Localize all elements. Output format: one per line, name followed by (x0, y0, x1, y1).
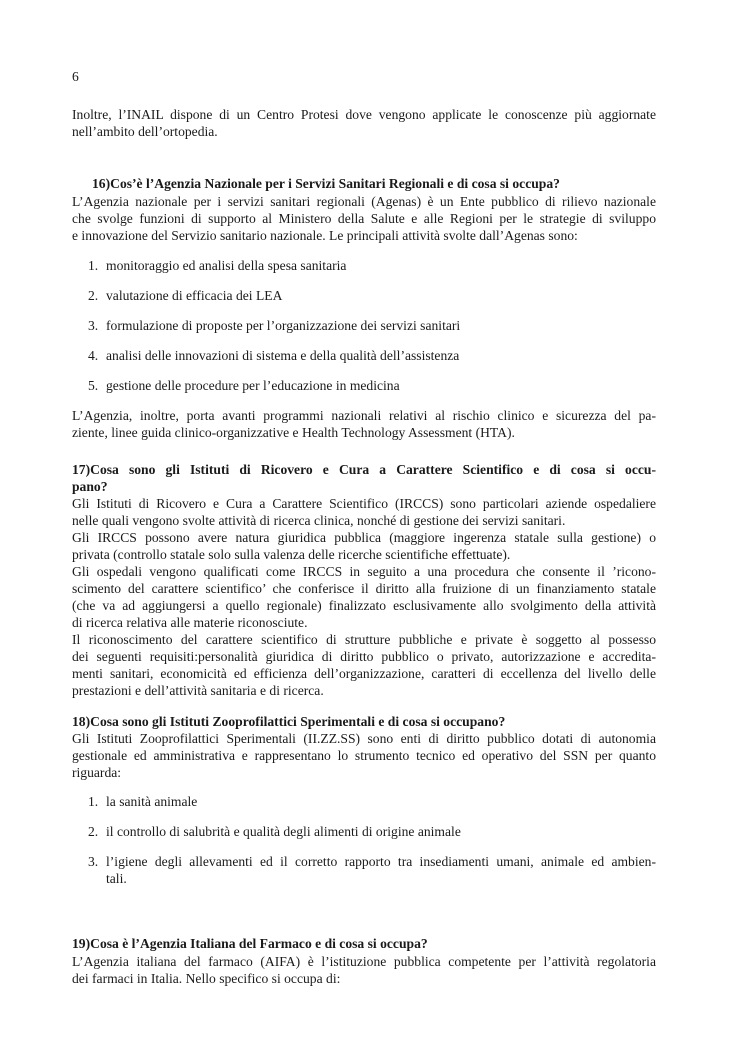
text-line: privata (controllo statale solo sulla valenza delle ricerche scientifiche effettuate). (72, 547, 511, 562)
list-item (88, 287, 656, 304)
list-item-number: 2. (88, 824, 99, 839)
text-line: scimento del carattere scientifico’ che conferisce il diritto alla fruizione di un finanziamento statale (72, 581, 656, 596)
text-line: prestazioni e dell’attività sanitaria e di ricerca. (72, 683, 324, 698)
text-line: e innovazione del Servizio sanitario nazionale. Le principali attività svolte dall’Agenas sono: (72, 228, 578, 243)
section-17-paragraph (72, 495, 656, 699)
list-item-number: 1. (88, 794, 99, 809)
text-line: L’Agenzia italiana del farmaco (AIFA) è l’istituzione pubblica competente per l’attività regolatoria (72, 954, 656, 969)
intro-paragraph (72, 106, 656, 140)
section-heading-16: 16)Cos’è l’Agenzia Nazionale per i Servizi Sanitari Regionali e di cosa si occupa? (92, 176, 560, 191)
section-heading-18: 18)Cosa sono gli Istituti Zooprofilattici Sperimentali e di cosa si occupano? (72, 714, 506, 729)
text-line: riguarda: (72, 765, 122, 780)
list-item-text-continued: tali. (106, 871, 127, 886)
list-item-number: 3. (88, 318, 99, 333)
list-item-number: 3. (88, 854, 99, 869)
text-line: Gli IRCCS possono avere natura giuridica pubblica (maggiore ingerenza statale sulla gestione) o (72, 530, 656, 545)
list-item-text: valutazione di efficacia dei LEA (106, 288, 283, 303)
text-line: (che va ad aggiungersi a quello regionale) finalizzato esclusivamente allo svolgimento della attività (72, 598, 656, 613)
text-line: Gli Istituti Zooprofilattici Sperimentali (II.ZZ.SS) sono enti di diritto pubblico dotati di autonomia (72, 731, 656, 746)
text-line: dei farmaci in Italia. Nello specifico si occupa di: (72, 971, 341, 986)
text-line: di ricerca relativa alle materie riconosciute. (72, 615, 308, 630)
list-item-text: gestione delle procedure per l’educazione in medicina (106, 378, 400, 393)
list-item-text: monitoraggio ed analisi della spesa sanitaria (106, 258, 347, 273)
text-line: Inoltre, l’INAIL dispone di un Centro Protesi dove vengono applicate le conoscenze più aggiornate (72, 107, 656, 122)
list-item-text: l’igiene degli allevamenti ed il corretto rapporto tra insediamenti umani, animale ed ambien- (106, 854, 656, 869)
text-line: dei seguenti requisiti:personalità giuridica di diritto pubblico o privato, autorizzazione e accredita- (72, 649, 656, 664)
section-16-paragraph (72, 193, 656, 244)
list-item-number: 5. (88, 378, 99, 393)
list-item (88, 377, 656, 394)
text-line: nell’ambito dell’ortopedia. (72, 124, 218, 139)
list-item (88, 793, 656, 810)
list-item-text: la sanità animale (106, 794, 198, 809)
text-line: L’Agenzia, inoltre, porta avanti programmi nazionali relativi al rischio clinico e sicurezza del pa- (72, 408, 656, 423)
list-item (88, 823, 656, 840)
section-heading-19: 19)Cosa è l’Agenzia Italiana del Farmaco e di cosa si occupa? (72, 936, 428, 951)
list-item-text: il controllo di salubrità e qualità degli alimenti di origine animale (106, 824, 461, 839)
list-item-number: 2. (88, 288, 99, 303)
text-line: che svolge funzioni di supporto al Ministero della Salute e alle Regioni per le strategie di sviluppo (72, 211, 656, 226)
list-item-number: 4. (88, 348, 99, 363)
text-line: Gli ospedali vengono qualificati come IRCCS in seguito a una procedura che consente il ’ricono- (72, 564, 656, 579)
text-line: L’Agenzia nazionale per i servizi sanitari regionali (Agenas) è un Ente pubblico di rilievo nazionale (72, 194, 656, 209)
text-line: menti sanitari, economicità ed efficienza dell’organizzazione, caratteri di eccellenza del livello delle (72, 666, 656, 681)
list-item (88, 853, 656, 887)
list-item-text: formulazione di proposte per l’organizzazione dei servizi sanitari (106, 318, 461, 333)
section-16-closing-paragraph (72, 407, 656, 441)
list-item (88, 347, 656, 364)
heading-line: 17)Cosa sono gli Istituti di Ricovero e Cura a Carattere Scientifico e di cosa si occu- (72, 462, 656, 477)
list-item-text: analisi delle innovazioni di sistema e della qualità dell’assistenza (106, 348, 460, 363)
page-number: 6 (72, 69, 79, 84)
section-18-paragraph (72, 730, 656, 781)
text-line: Gli Istituti di Ricovero e Cura a Carattere Scientifico (IRCCS) sono particolari aziende ospedaliere (72, 496, 656, 511)
text-line: ziente, linee guida clinico-organizzative e Health Technology Assessment (HTA). (72, 425, 515, 440)
section-heading-17 (72, 461, 656, 495)
text-line: Il riconoscimento del carattere scientifico di strutture pubbliche e private è soggetto al possesso (72, 632, 656, 647)
list-item (88, 257, 656, 274)
heading-line: pano? (72, 479, 108, 494)
list-item (88, 317, 656, 334)
text-line: nelle quali vengono svolte attività di ricerca clinica, nonché di gestione dei servizi sanitari. (72, 513, 566, 528)
text-line: gestionale ed amministrativa e rappresentano lo strumento tecnico ed operativo del SSN per quanto (72, 748, 656, 763)
section-19-paragraph (72, 953, 656, 987)
list-item-number: 1. (88, 258, 99, 273)
